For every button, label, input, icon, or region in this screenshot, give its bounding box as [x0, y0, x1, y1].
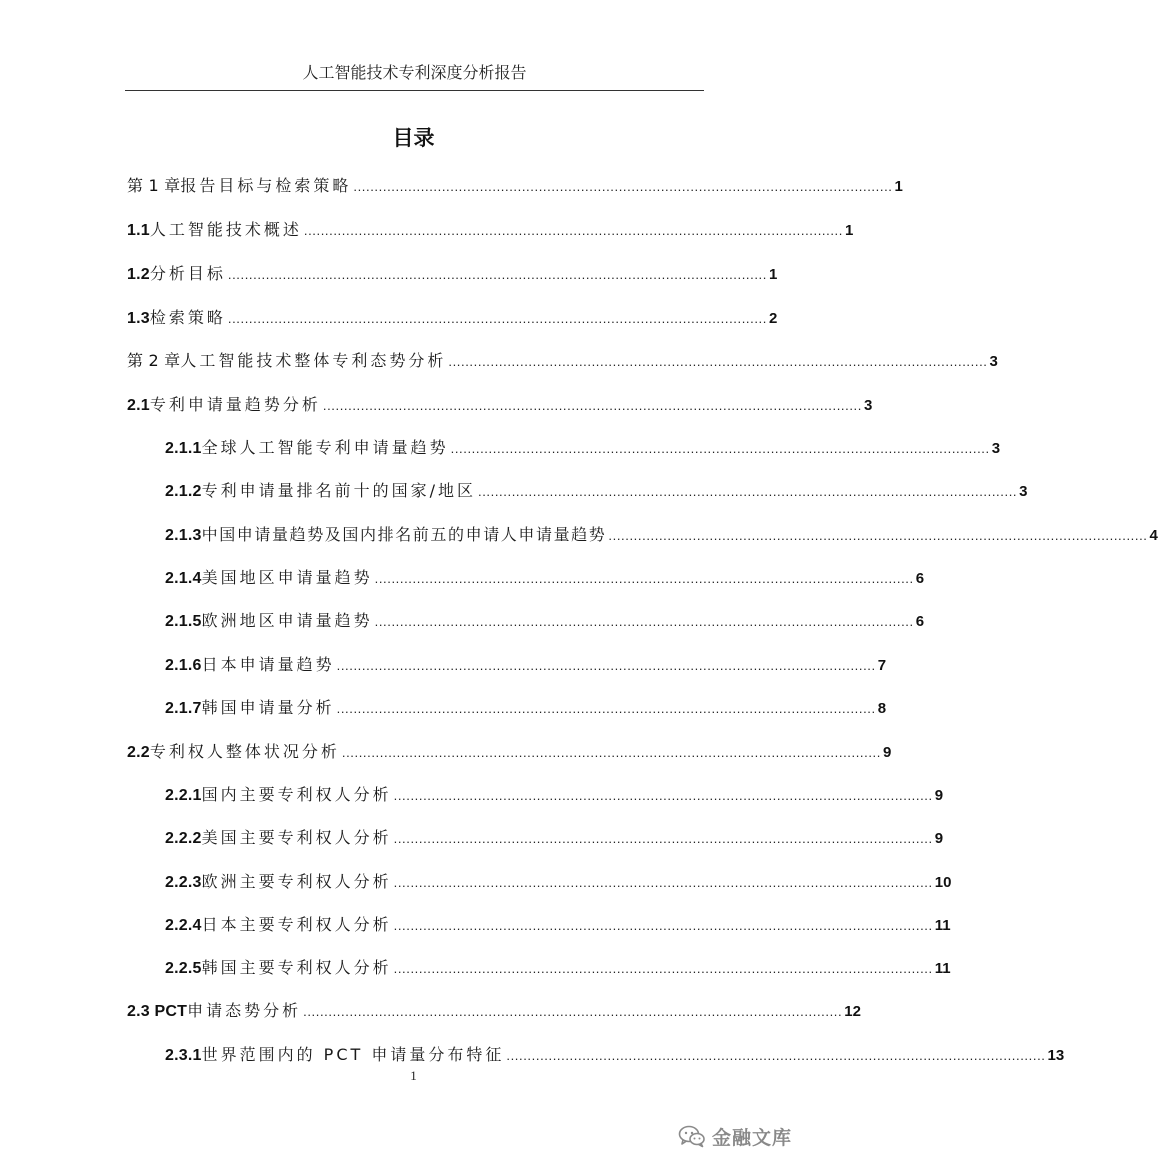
toc-entry-title: 国内主要专利权人分析 [201, 785, 392, 804]
report-title: 人工智能技术专利深度分析报告 [302, 63, 527, 82]
toc-entry-number: 2.2.4 [165, 917, 202, 934]
page-header [125, 60, 704, 91]
toc-entry-title: 日本申请量趋势 [201, 655, 335, 674]
toc-entry-number: 2.1.3 [165, 527, 202, 544]
toc-entry-title: 检索策略 [149, 308, 226, 327]
toc-entry-title: 全球人工智能专利申请量趋势 [201, 438, 449, 457]
toc-entry-page: 3 [1019, 483, 1028, 500]
toc-entry-page: 6 [915, 613, 925, 630]
toc-entry-title: 专利申请量趋势分析 [149, 395, 321, 414]
toc-leader-dots: ................................................................................................................................ [393, 875, 933, 890]
toc-entry-title: 世界范围内的 PCT 申请量分布特征 [201, 1045, 505, 1064]
toc-entry-page: 13 [1047, 1047, 1065, 1064]
toc-leader-dots: ................................................................................................................................ [478, 484, 1018, 499]
toc-entry-number: 2.3.1 [165, 1047, 202, 1064]
toc-entry-number: 2.3 PCT [127, 1003, 188, 1020]
toc-leader-dots: ................................................................................................................................ [393, 788, 933, 803]
toc-entry-page: 11 [934, 960, 951, 977]
toc-leader-dots: ................................................................................................................................ [303, 223, 843, 238]
toc-entry-1-3[interactable] [127, 304, 778, 332]
watermark [678, 1118, 818, 1154]
toc-entry-2-1-4[interactable] [165, 564, 925, 592]
toc-entry-number: 1.3 [127, 310, 150, 327]
toc-entry-page: 1 [844, 222, 854, 239]
toc-leader-dots: ................................................................................................................................ [336, 658, 876, 673]
toc-leader-dots: ................................................................................................................................ [393, 918, 933, 933]
wechat-icon [678, 1124, 706, 1148]
toc-entry-2-1[interactable] [127, 391, 873, 419]
toc-entry-2-1-6[interactable] [165, 651, 887, 679]
toc-entry-2-2-2[interactable] [165, 824, 944, 852]
toc-entry-title: 韩国主要专利权人分析 [201, 958, 392, 977]
toc-leader-dots: ................................................................................................................................ [608, 528, 1148, 543]
toc-entry-number: 2.1 [127, 397, 150, 414]
toc-entry-title: 专利申请量排名前十的国家/地区 [201, 481, 476, 500]
toc-leader-dots: ................................................................................................................................ [341, 745, 881, 760]
toc-entry-page: 3 [989, 353, 998, 370]
toc-entry-page: 9 [882, 744, 892, 761]
toc-entry-number: 2.1.5 [165, 613, 202, 630]
toc-leader-dots: ................................................................................................................................ [393, 831, 933, 846]
toc-entry-2-1-7[interactable] [165, 694, 887, 722]
toc-entry-page: 6 [915, 570, 925, 587]
page-number: 1 [410, 1068, 417, 1083]
toc-leader-dots: ................................................................................................................................ [448, 354, 988, 369]
toc-entry-number: 2.1.4 [165, 570, 202, 587]
toc-entry-page: 1 [768, 266, 778, 283]
toc-entry-number: 2.2.1 [165, 787, 202, 804]
toc-entry-number: 2.2 [127, 744, 150, 761]
toc-entry-number: 2.1.2 [165, 483, 202, 500]
toc-entry-number: 2.2.3 [165, 874, 202, 891]
toc-entry-ch1[interactable] [127, 172, 903, 200]
toc-entry-number: 1.1 [127, 222, 150, 239]
toc-leader-dots: ................................................................................................................................ [353, 179, 893, 194]
toc-leader-dots: ................................................................................................................................ [506, 1048, 1046, 1063]
toc-leader-dots: ................................................................................................................................ [374, 614, 914, 629]
toc-entry-page: 12 [844, 1003, 861, 1020]
toc-entry-title: 日本主要专利权人分析 [201, 915, 392, 934]
toc-leader-dots: ................................................................................................................................ [374, 571, 914, 586]
toc-entry-page: 10 [934, 874, 952, 891]
toc-entry-2-1-2[interactable] [165, 477, 1028, 505]
toc-entry-title: 美国主要专利权人分析 [201, 828, 392, 847]
toc-entry-2-2[interactable] [127, 738, 892, 766]
toc-entry-page: 7 [877, 657, 887, 674]
toc-entry-title: 人工智能技术整体专利态势分析 [180, 351, 447, 370]
toc-entry-number: 2.2.2 [165, 830, 202, 847]
toc-entry-2-2-3[interactable] [165, 868, 952, 896]
toc-entry-number: 1.2 [127, 266, 150, 283]
toc-entry-2-1-3[interactable] [165, 521, 1158, 549]
toc-leader-dots: ................................................................................................................................ [322, 398, 862, 413]
toc-leader-dots: ................................................................................................................................ [303, 1004, 843, 1019]
toc-entry-1-2[interactable] [127, 260, 778, 288]
toc-leader-dots: ................................................................................................................................ [393, 961, 933, 976]
toc-entry-number: 第 1 章 [127, 176, 181, 195]
toc-entry-1-1[interactable] [127, 216, 854, 244]
toc-leader-dots: ................................................................................................................................ [227, 311, 767, 326]
toc-entry-title: 韩国申请量分析 [201, 698, 335, 717]
toc-entry-2-1-5[interactable] [165, 607, 925, 635]
toc-entry-2-1-1[interactable] [165, 434, 1001, 462]
toc-entry-page: 2 [768, 310, 778, 327]
toc-entry-page: 9 [934, 830, 944, 847]
toc-entry-2-2-5[interactable] [165, 954, 951, 982]
toc-entry-page: 3 [991, 440, 1001, 457]
toc-entry-title: 中国申请量趋势及国内排名前五的申请人申请量趋势 [201, 525, 607, 544]
toc-entry-page: 9 [934, 787, 944, 804]
toc-entry-title: 报告目标与检索策略 [180, 176, 352, 195]
toc-entry-2-3-1[interactable] [165, 1041, 1065, 1069]
toc-entry-2-2-1[interactable] [165, 781, 944, 809]
toc-leader-dots: ................................................................................................................................ [227, 267, 767, 282]
toc-entry-ch2[interactable] [127, 347, 998, 375]
toc-entry-title: 欧洲地区申请量趋势 [201, 611, 373, 630]
toc-entry-title: 申请态势分析 [187, 1001, 302, 1020]
toc-entry-title: 专利权人整体状况分析 [149, 742, 340, 761]
toc-entry-number: 2.1.6 [165, 657, 202, 674]
toc-entry-title: 人工智能技术概述 [149, 220, 302, 239]
toc-title: 目录 [392, 126, 435, 150]
toc-leader-dots: ................................................................................................................................ [450, 441, 990, 456]
toc-entry-number: 第 2 章 [127, 351, 181, 370]
toc-entry-page: 8 [877, 700, 887, 717]
watermark-text: 金融文库 [712, 1126, 793, 1149]
toc-entry-number: 2.1.1 [165, 440, 202, 457]
toc-entry-number: 2.2.5 [165, 960, 202, 977]
toc-entry-page: 3 [863, 397, 873, 414]
toc-entry-title: 美国地区申请量趋势 [201, 568, 373, 587]
toc-entry-page: 1 [894, 178, 903, 195]
toc-entry-page: 4 [1149, 527, 1158, 544]
toc-entry-number: 2.1.7 [165, 700, 202, 717]
toc-entry-2-3[interactable] [127, 997, 861, 1025]
toc-entry-title: 分析目标 [149, 264, 226, 283]
toc-entry-2-2-4[interactable] [165, 911, 951, 939]
toc-entry-title: 欧洲主要专利权人分析 [201, 872, 392, 891]
toc-entry-page: 11 [934, 917, 951, 934]
toc-leader-dots: ................................................................................................................................ [336, 701, 876, 716]
